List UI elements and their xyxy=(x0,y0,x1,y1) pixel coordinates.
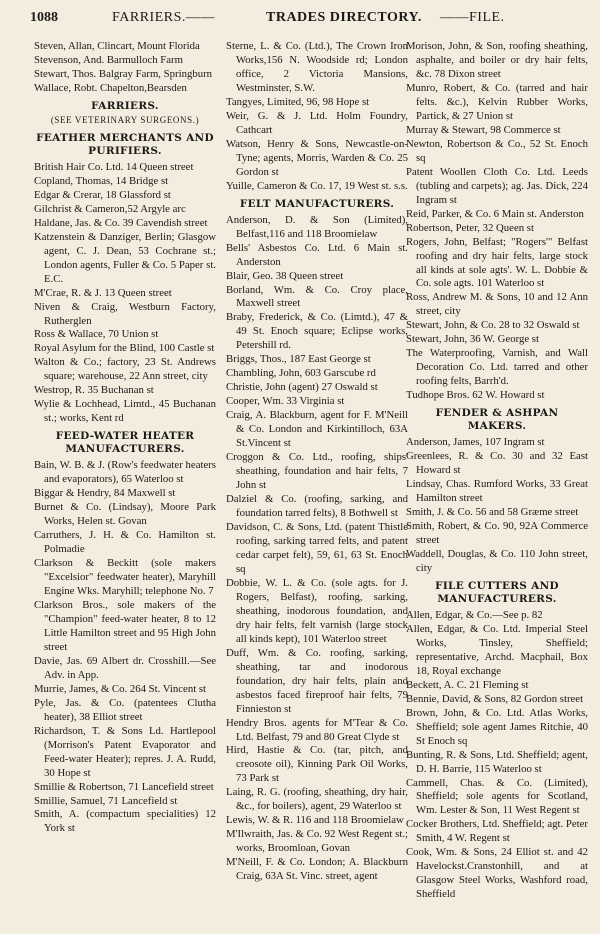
section-heading: FENDER & ASHPAN MAKERS. xyxy=(435,407,559,433)
directory-entry: Bennie, David, & Sons, 82 Gordon street xyxy=(406,692,584,705)
directory-entry: British Hair Co. Ltd. 14 Queen street xyxy=(34,160,194,173)
directory-entry: Dobbie, W. L. & Co. (sole agts. for J. Rogers, Belfast), roofing, sarking, sheathing, inodorous foundation, and dry hair felts, felt varnish (large stock all kinds kept), 101 Waterloo street xyxy=(226,576,408,645)
directory-entry: Patent Woollen Cloth Co. Ltd. Leeds (tubling and carpets); ag. Jas. Dick, 224 Ingram st xyxy=(406,165,588,206)
directory-entry: Lewis, W. & R. 116 and 118 Broomielaw xyxy=(226,814,404,827)
directory-entry: Wallace, Robt. Chapelton,Bearsden xyxy=(34,81,187,94)
directory-entry: Weir, G. & J. Ltd. Holm Foundry, Cathcart xyxy=(226,109,408,136)
directory-entry: Carruthers, J. H. & Co. Hamilton st. Polmadie xyxy=(34,529,216,556)
page-number: 1088 xyxy=(30,10,58,25)
directory-entry: Murray & Stewart, 98 Commerce st xyxy=(406,123,561,136)
directory-entry: Smillie, Samuel, 71 Lancefield st xyxy=(34,794,178,807)
directory-entry: Lindsay, Chas. Rumford Works, 33 Great Hamilton street xyxy=(406,478,588,505)
section-title-left: FARRIERS.—— xyxy=(112,10,215,25)
directory-entry: Edgar & Crerar, 18 Glassford st xyxy=(34,188,171,201)
directory-entry: Davidson, C. & Sons, Ltd. (patent Thistle roofing, sarking tarred felts, and patent cedar carpet felt), 59, 61, 63 St. Enoch sq xyxy=(226,520,408,575)
directory-entry: M'Ilwraith, Jas. & Co. 92 West Regent st.; works, Broomloan, Govan xyxy=(226,828,408,855)
section-heading: FEATHER MERCHANTS AND PURIFIERS. xyxy=(36,131,214,157)
directory-entry: Christie, John (agent) 27 Oswald st xyxy=(226,381,378,394)
directory-entry: Chambling, John, 603 Garscube rd xyxy=(226,367,376,380)
column-3 xyxy=(406,40,588,902)
directory-entry: Waddell, Douglas, & Co. 110 John street, city xyxy=(406,547,588,574)
directory-entry: Tudhope Bros. 62 W. Howard st xyxy=(406,389,545,402)
directory-entry: Royal Asylum for the Blind, 100 Castle st xyxy=(34,342,215,355)
directory-entry: Wylie & Lochhead, Limtd., 45 Buchanan st.; works, Kent rd xyxy=(34,398,216,425)
directory-entry: Hendry Bros. agents for M'Tear & Co. Ltd. Belfast, 79 and 80 Great Clyde st xyxy=(226,716,408,743)
directory-entry: Reid, Parker, & Co. 6 Main st. Anderston xyxy=(406,207,584,220)
directory-entry: M'Neill, F. & Co. London; A. Blackburn Craig, 63A St. Vinc. street, agent xyxy=(226,856,408,883)
directory-entry: Clarkson & Beckitt (sole makers "Excelsior" feedwater heater), Maryhill Engine Wks. Maryhill; telephone No. 7 xyxy=(34,557,216,597)
directory-entry: Allen, Edgar, & Co. Ltd. Imperial Steel Works, Tinsley, Sheffield; representative, Archd. Macphail, Box 18, Royal exchange xyxy=(406,622,588,677)
directory-entry: M'Crae, R. & J. 13 Queen street xyxy=(34,286,172,299)
directory-entry: Biggar & Hendry, 84 Maxwell st xyxy=(34,487,176,500)
directory-entry: Cooper, Wm. 33 Virginia st xyxy=(226,395,345,408)
directory-entry: Tangyes, Limited, 96, 98 Hope st xyxy=(226,95,370,108)
directory-entry: Westrop, R. 35 Buchanan st xyxy=(34,384,154,397)
directory-entry: Brown, John, & Co. Ltd. Atlas Works, Sheffield; sole agent James Ritchie, 40 St Enoch sq xyxy=(406,706,588,747)
directory-entry: Smith, J. & Co. 56 and 58 Græme street xyxy=(406,506,579,519)
directory-entry: Davie, Jas. 69 Albert dr. Crosshill.—See Adv. in App. xyxy=(34,654,216,681)
directory-entry: Bain, W. B. & J. (Row's feedwater heaters and evaporators), 65 Waterloo st xyxy=(34,459,216,486)
directory-entry: Greenlees, R. & Co. 30 and 32 East Howard st xyxy=(406,450,588,477)
directory-entry: Niven & Craig, Westburn Factory, Rutherglen xyxy=(34,300,216,327)
cross-reference: (SEE VETERINARY SURGEONS.) xyxy=(50,114,200,125)
directory-entry: Duff, Wm. & Co. roofing, sarking, sheathing, tar and inodorous foundation, dry hair felts, plain and asbestos faced fireproof hair felts, 79 Finnieston st xyxy=(226,646,408,715)
directory-entry: Copland, Thomas, 14 Bridge st xyxy=(34,174,169,187)
directory-entry: Stewart, Thos. Balgray Farm, Springburn xyxy=(34,67,213,80)
directory-entry: Pyle, Jas. & Co. (patentees Clutha heater), 38 Elliot street xyxy=(34,696,216,723)
directory-entry: Morison, John, & Son, roofing sheathing, asphalte, and boiler or dry hair felts, &c. 78 Dixon street xyxy=(406,40,588,80)
section-heading: FELT MANUFACTURERS. xyxy=(239,197,395,210)
directory-entry: Briggs, Thos., 187 East George st xyxy=(226,353,371,366)
directory-entry: Sterne, L. & Co. (Ltd.), The Crown Iron Works,156 N. Woodside rd; London office, 2 Victoria Mansions, Westminster, S.W. xyxy=(226,40,408,94)
column-1 xyxy=(34,40,216,836)
directory-entry: Haldane, Jas. & Co. 39 Cavendish street xyxy=(34,216,208,229)
directory-entry: Bunting, R. & Sons, Ltd. Sheffield; agent, D. H. Barrie, 115 Waterloo st xyxy=(406,748,588,775)
directory-entry: Newton, Robertson & Co., 52 St. Enoch sq xyxy=(406,137,588,164)
directory-entry: Smith, A. (compactum specialities) 12 York st xyxy=(34,808,216,835)
directory-entry: Beckett, A. C. 21 Fleming st xyxy=(406,678,529,691)
directory-entry: Stewart, John, 36 W. George st xyxy=(406,333,539,346)
directory-entry: Allen, Edgar, & Co.—See p. 82 xyxy=(406,608,543,621)
directory-entry: Murrie, James, & Co. 264 St. Vincent st xyxy=(34,682,207,695)
directory-entry: Borland, Wm. & Co. Croy place, Maxwell street xyxy=(226,283,408,310)
directory-entry: Burnet & Co. (Lindsay), Moore Park Works, Helen st. Govan xyxy=(34,501,216,528)
directory-entry: Yuille, Cameron & Co. 17, 19 West st. s.s. xyxy=(226,179,408,192)
directory-entry: Katzenstein & Danziger, Berlin; Glasgow agent, C. J. Dean, 53 Cochrane st.; London agents, Fuller & Co. 5 Paper st. E.C. xyxy=(34,230,216,285)
directory-entry: Braby, Frederick, & Co. (Limtd.), 47 & 49 St. Enoch square; Eclipse works, Petershill rd. xyxy=(226,311,408,352)
directory-entry: Walton & Co.; factory, 23 St. Andrews square; warehouse, 22 Ann street, city xyxy=(34,356,216,383)
directory-entry: Clarkson Bros., sole makers of the "Champion" feed-water heater, 8 to 12 Little Hamilton street and 95 High John street xyxy=(34,598,216,653)
column-2 xyxy=(226,40,408,884)
directory-entry: Anderson, James, 107 Ingram st xyxy=(406,436,545,449)
section-heading: FILE CUTTERS AND MANUFACTURERS. xyxy=(435,579,559,605)
directory-entry: Craig, A. Blackburn, agent for F. M'Neill & Co. London and Kirkintilloch, 63A St.Vincent st xyxy=(226,409,408,450)
section-heading: FEED-WATER HEATER MANUFACTURERS. xyxy=(55,430,195,456)
directory-entry: Smith, Robert, & Co. 90, 92A Commerce street xyxy=(406,520,588,546)
directory-entry: Hird, Hastie & Co. (tar, pitch, and creosote oil), Kinning Park Oil Works, 73 Park st xyxy=(226,744,408,785)
directory-entry: Cocker Brothers, Ltd. Sheffield; agt. Peter Smith, 4 W. Regent st xyxy=(406,818,588,845)
directory-entry: Munro, Robert, & Co. (tarred and hair felts. &c.), Kelvin Rubber Works, Partick, & 27 Union st xyxy=(406,81,588,122)
directory-entry: Dalziel & Co. (roofing, sarking, and foundation tarred felts), 8 Bothwell st xyxy=(226,493,408,519)
directory-entry: Croggon & Co. Ltd., roofing, ships' sheathing, foundation and hair felts, 7 John st xyxy=(226,451,408,492)
directory-entry: Robertson, Peter, 32 Queen st xyxy=(406,221,534,234)
directory-entry: Anderson, D. & Son (Limited), Belfast,116 and 118 Broomielaw xyxy=(226,213,408,240)
directory-entry: Gilchrist & Cameron,52 Argyle arc xyxy=(34,202,186,215)
directory-entry: Cammell, Chas. & Co. (Limited), Sheffield; sole agents for Scotland, Wm. Lester & Son, 11 West Regent st xyxy=(406,776,588,817)
directory-entry: Ross, Andrew M. & Sons, 10 and 12 Ann street, city xyxy=(406,291,588,318)
directory-entry: Watson, Henry & Sons, Newcastle-on-Tyne; agents, Morris, Warden & Co. 25 Gordon st xyxy=(226,137,408,178)
directory-entry: Bells' Asbestos Co. Ltd. 6 Main st. Anderston xyxy=(226,241,408,268)
directory-entry: The Waterproofing, Varnish, and Wall Decoration Co. Ltd. tarred and other roofing felts, Barrh'd. xyxy=(406,347,588,388)
section-heading: FARRIERS. xyxy=(91,99,159,112)
directory-entry: Smillie & Robertson, 71 Lancefield street xyxy=(34,780,214,793)
page-header xyxy=(30,8,590,28)
directory-entry: Stevenson, And. Barmulloch Farm xyxy=(34,53,183,66)
directory-title: TRADES DIRECTORY. xyxy=(266,10,422,25)
section-title-right: ——FILE. xyxy=(440,10,505,25)
directory-entry: Laing, R. G. (roofing, sheathing, dry hair, &c., for boilers), agent, 29 Waterloo st xyxy=(226,786,408,813)
directory-entry: Steven, Allan, Clincart, Mount Florida xyxy=(34,40,200,52)
directory-entry: Stewart, John, & Co. 28 to 32 Oswald st xyxy=(406,319,580,332)
directory-entry: Ross & Wallace, 70 Union st xyxy=(34,328,159,341)
directory-entry: Rogers, John, Belfast; "Rogers'" Belfast roofing and dry hair felts, large stock all kinds at sole agts'. W. L. Dobbie & Co. sole agts. 101 Waterloo st xyxy=(406,235,588,290)
directory-entry: Richardson, T. & Sons Ld. Hartlepool (Morrison's Patent Evaporator and Feed-water Heater); repres. J. A. Rudd, 30 Hope st xyxy=(34,724,216,779)
directory-entry: Blair, Geo. 38 Queen street xyxy=(226,269,344,282)
directory-entry: Cook, Wm. & Sons, 24 Elliot st. and 42 Havelockst.Cranstonhill, and at Glasgow Steel Works, Washford road, Sheffield xyxy=(406,846,588,901)
